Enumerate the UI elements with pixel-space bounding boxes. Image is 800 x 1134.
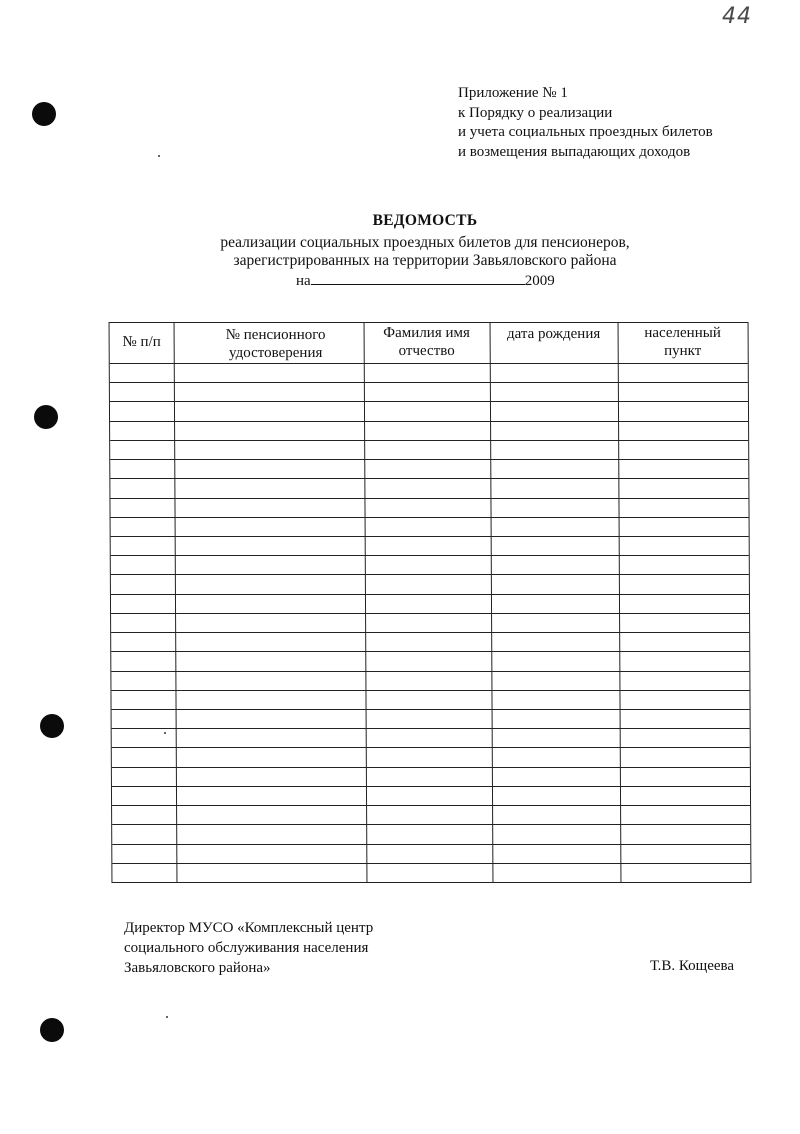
column-divider xyxy=(618,323,622,882)
table-row-divider xyxy=(110,498,748,499)
table-row-divider xyxy=(110,440,748,441)
appendix-line: к Порядку о реализации xyxy=(458,104,613,121)
binder-hole xyxy=(32,102,56,126)
ledger-header-row xyxy=(110,323,748,364)
table-row-divider xyxy=(112,786,750,787)
signature-line: социального обслуживания населения xyxy=(124,940,369,956)
column-divider xyxy=(364,323,368,882)
appendix-line: и возмещения выпадающих доходов xyxy=(458,143,691,160)
table-row-divider xyxy=(112,863,750,864)
date-blank xyxy=(311,270,525,285)
table-row-divider xyxy=(110,478,748,479)
date-prefix: на xyxy=(296,273,311,289)
date-year: 2009 xyxy=(524,273,555,289)
subtitle-line: зарегистрированных на территории Завьяловского района xyxy=(233,252,617,269)
scan-speck xyxy=(158,155,160,157)
table-row-divider xyxy=(110,382,748,383)
table-row-divider xyxy=(111,594,749,595)
binder-hole xyxy=(40,1018,64,1042)
table-row-divider xyxy=(112,805,750,806)
column-header-number: № п/п xyxy=(122,334,161,350)
table-row-divider xyxy=(111,555,749,556)
table-row-divider xyxy=(112,709,750,710)
appendix-line: и учета социальных проездных билетов xyxy=(458,124,713,140)
scan-speck xyxy=(166,1016,168,1018)
table-row-divider xyxy=(112,844,750,845)
column-divider xyxy=(490,323,494,882)
appendix-line: Приложение № 1 xyxy=(458,85,568,101)
signature-title xyxy=(124,918,373,978)
subtitle-line: реализации социальных проездных билетов для пенсионеров, xyxy=(220,234,630,251)
column-header-birth-date: дата рождения xyxy=(506,326,601,342)
table-row-divider xyxy=(111,574,749,575)
table-row-divider xyxy=(110,459,748,460)
table-row-divider xyxy=(112,747,750,748)
table-row-divider xyxy=(110,401,748,402)
column-header-full-name: Фамилия имя отчество xyxy=(383,325,470,359)
appendix-reference xyxy=(458,84,713,162)
table-row-divider xyxy=(112,728,750,729)
table-row-divider xyxy=(110,421,748,422)
table-row-divider xyxy=(111,517,749,518)
signature-line: Завьяловского района» xyxy=(124,960,271,976)
table-row-divider xyxy=(112,767,750,768)
binder-hole xyxy=(34,405,58,429)
column-divider xyxy=(174,323,178,882)
table-row-divider xyxy=(111,690,749,691)
signature-line: Директор МУСО «Комплексный центр xyxy=(124,920,374,936)
table-row-divider xyxy=(112,824,750,825)
document-subtitle xyxy=(0,234,800,270)
table-row-divider xyxy=(111,671,749,672)
document-title: ВЕДОМОСТЬ xyxy=(372,212,478,229)
date-line xyxy=(296,270,555,290)
table-row-divider xyxy=(111,536,749,537)
binder-hole xyxy=(40,714,64,738)
column-header-locality: населенный пункт xyxy=(644,325,721,359)
table-row-divider xyxy=(111,632,749,633)
table-row-divider xyxy=(111,651,749,652)
ledger-table xyxy=(109,322,752,883)
table-row-divider xyxy=(111,613,749,614)
column-header-pension-id: № пенсионного удостоверения xyxy=(225,327,326,361)
page-number: 44 xyxy=(722,4,752,29)
signer-name: Т.В. Кощеева xyxy=(650,958,735,974)
